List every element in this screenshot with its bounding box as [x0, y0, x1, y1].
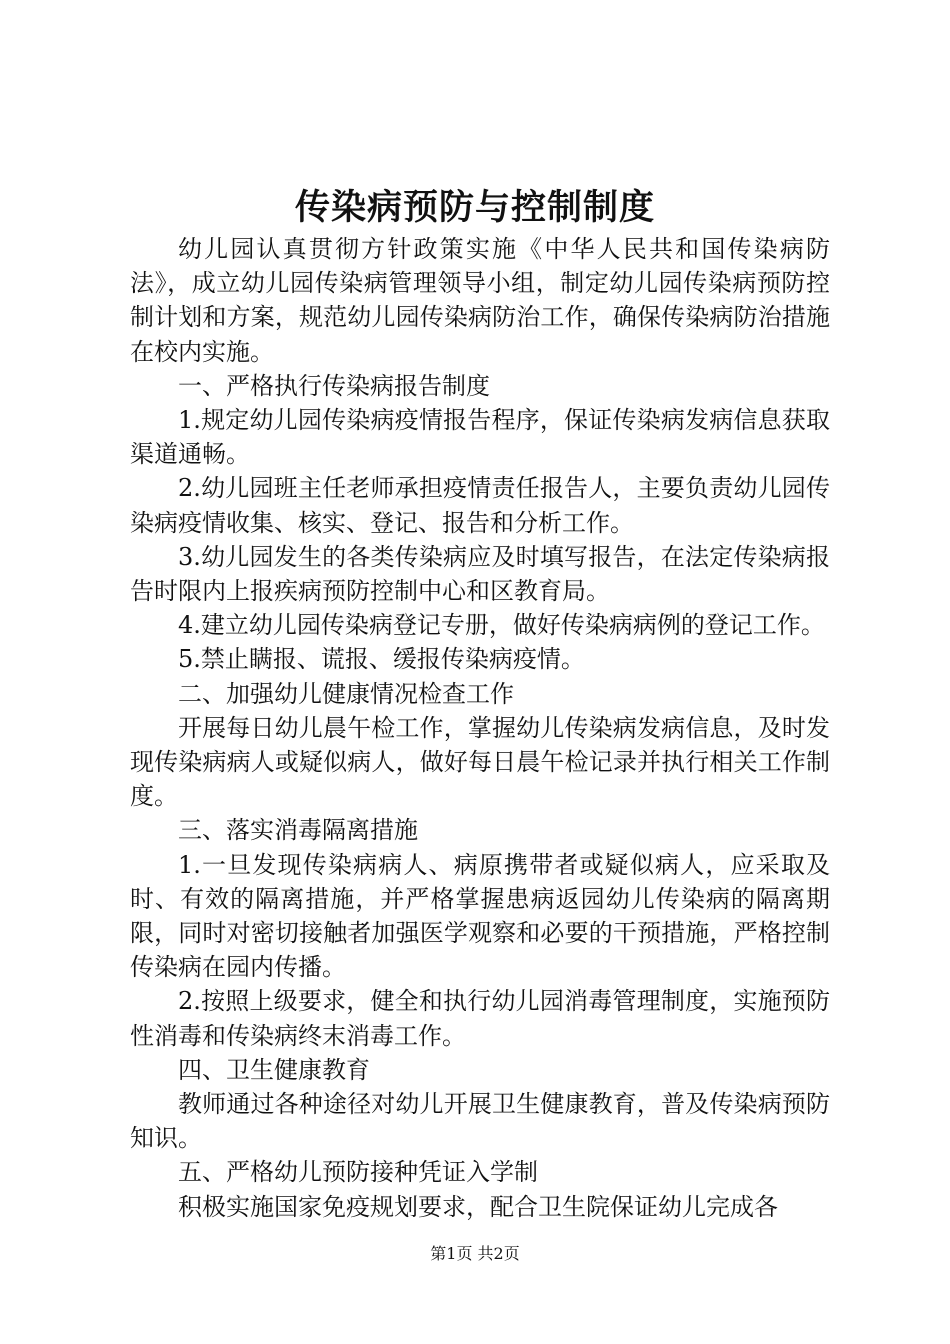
paragraph: 教师通过各种途径对幼儿开展卫生健康教育，普及传染病预防知识。 — [130, 1090, 830, 1153]
list-item: 2.按照上级要求，健全和执行幼儿园消毒管理制度，实施预防性消毒和传染病终末消毒工作。 — [130, 987, 830, 1050]
section-heading-2: 二、加强幼儿健康情况检查工作 — [178, 679, 514, 708]
paragraph: 积极实施国家免疫规划要求，配合卫生院保证幼儿完成各 — [178, 1192, 778, 1221]
list-item: 1.一旦发现传染病病人、病原携带者或疑似病人，应采取及时、有效的隔离措施，并严格掌握患病返园幼儿传染病的隔离期限，同时对密切接触者加强医学观察和必要的干预措施，严格控制传染病在园内传播。 — [130, 850, 830, 982]
document-body — [130, 232, 830, 1224]
section-heading-4: 四、卫生健康教育 — [178, 1055, 370, 1084]
paragraph: 开展每日幼儿晨午检工作，掌握幼儿传染病发病信息，及时发现传染病病人或疑似病人，做好每日晨午检记录并执行相关工作制度。 — [130, 713, 830, 811]
document-title: 传染病预防与控制制度 — [294, 187, 655, 228]
list-item: 5.禁止瞒报、谎报、缓报传染病疫情。 — [178, 645, 585, 674]
list-item: 4.建立幼儿园传染病登记专册，做好传染病病例的登记工作。 — [178, 611, 825, 640]
list-item: 2.幼儿园班主任老师承担疫情责任报告人，主要负责幼儿园传染病疫情收集、核实、登记、报告和分析工作。 — [130, 474, 830, 537]
section-heading-1: 一、严格执行传染病报告制度 — [178, 371, 490, 400]
section-heading-5: 五、严格幼儿预防接种凭证入学制 — [178, 1158, 538, 1187]
section-heading-3: 三、落实消毒隔离措施 — [178, 816, 418, 845]
paragraph-intro: 幼儿园认真贯彻方针政策实施《中华人民共和国传染病防法》，成立幼儿园传染病管理领导小组，制定幼儿园传染病预防控制计划和方案，规范幼儿园传染病防治工作，确保传染病防治措施在校内实施。 — [130, 235, 830, 366]
list-item: 1.规定幼儿园传染病疫情报告程序，保证传染病发病信息获取渠道通畅。 — [130, 406, 830, 469]
page-footer: 第1页 共2页 — [430, 1244, 520, 1263]
list-item: 3.幼儿园发生的各类传染病应及时填写报告，在法定传染病报告时限内上报疾病预防控制中心和区教育局。 — [130, 542, 830, 606]
